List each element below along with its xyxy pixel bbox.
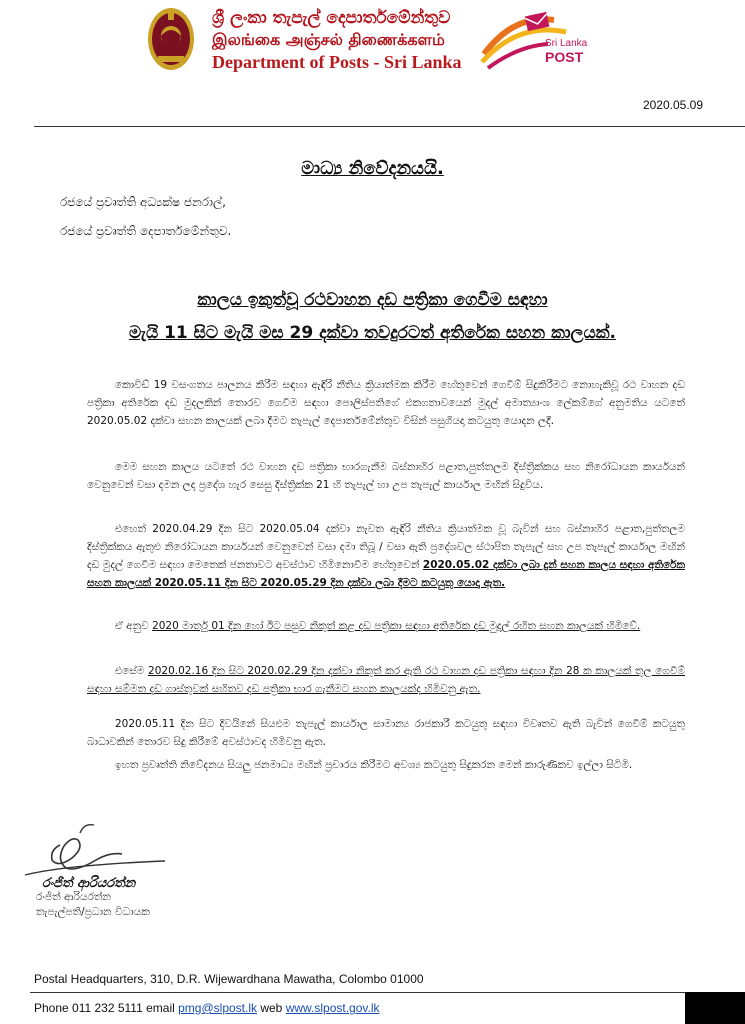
recipient-line-1: රජයේ ප්‍රවෘත්ති අධ්‍යක්ෂ ජනරාල්, <box>60 195 226 209</box>
body-paragraph-6 <box>87 715 685 751</box>
subject-heading-line-2: මැයි 11 සිට මැයි මස 29 දක්වා තවදුරටත් අතිරේක සහන කාලයක්. <box>129 323 616 343</box>
header-divider <box>34 126 745 127</box>
department-name-english: Department of Posts - Sri Lanka <box>212 52 462 72</box>
department-name-sinhala: ශ්‍රී ලංකා තැපැල් දෙපාර්තමේන්තුව <box>212 8 451 28</box>
media-release-title: මාධ්‍ය නිවේදනයයි. <box>301 158 444 179</box>
document-date: 2020.05.09 <box>642 98 703 112</box>
paragraph-text: කොවිඩ් 19 වසංගතය පාලනය කිරීම සඳහා ඇඳිරි නීතිය ක්‍රියාත්මක කිරීම හේතුවෙන් ගෙවීම් සිදුකිරීමට නොහැකිවූ රථ වාහන දඩ පත්‍රිකා අතිරේක දඩ මුදලකින් තොරව ගෙවීම සඳහා පොලිස්පතිගේ එකගතාවයෙන් මුදල් අමාත්‍යාංශ ලේකම්ගේ අනුමතිය යටතේ 2020.05.02 දක්වා සහන කාලයක් ලබා දීමට තැපැල් දෙපාර්තමේන්තුව විසින් පසුගියදා කටයුතු යොදන ලදී. <box>87 379 685 427</box>
body-paragraph-4 <box>87 617 685 635</box>
handwritten-signature <box>20 815 170 885</box>
recipient-line-2: රජයේ ප්‍රවෘත්ති දෙපාර්තමේන්තුව. <box>60 224 232 238</box>
paragraph-text: එහෙත් 2020.04.29 දින සිට 2020.05.04 දක්වා නැවත ඇඳිරි නීතිය ක්‍රියාත්මක වූ බැවින් සහ බස්නාහිර පළාත,පුත්තලම දිස්ත්‍රික්කය ඇතුළු නිරෝධායන කාර්යයන් වෙනුවෙන් වසා දමා තිබූ / වසා ඇති ප්‍රදේශවල ස්ථාපිත තැපැල් සහ උප තැපැල් කාර්යාල මඟින් දඩ මුදල් ගෙවීම සඳහා මෙතෙක් ජනතාවට අවස්ථාව හිමිනොවීම හේතුවෙන් <box>87 523 685 571</box>
footer-corner-block <box>685 992 745 1024</box>
body-paragraph-5 <box>87 662 685 698</box>
signer-title-block <box>36 890 150 920</box>
paragraph-text: 2020.05.11 දින සිට දිවයිනේ සියළුම තැපැල් කාර්යාල සාමාන්‍ය රාජකාරී කටයුතු සඳහා විවෘතව ඇති බැවින් ගෙවීම් කටයුතු බාධාවකින් තොරව සිදු කිරීමේ අවස්ථාවද හිමිවනු ඇත. <box>87 718 685 748</box>
footer-web-label: web <box>260 1001 283 1015</box>
signer-overlay-line-1: රංජිත් ආරියරත්න <box>36 891 111 903</box>
post-logo-label-small: Sri Lanka <box>545 38 588 49</box>
body-paragraph-1 <box>87 376 685 430</box>
paragraph-text: ඉහත ප්‍රවෘත්ති නිවේදනය සියලු ජනමාධ්‍ය මඟින් ප්‍රචාරය කිරීමට අවශ්‍ය කටයුතු සිදුකරන මෙන් කාරුණිකව ඉල්ලා සිටිමි. <box>115 759 633 771</box>
department-name-tamil: இலங்கை அஞ்சல் திணைக்களம் <box>212 30 445 49</box>
paragraph-underlined: 2020 මාර්තු 01 දින හෝ ඊට පසුව නිකුත් කළ දඩ පත්‍රිකා සඳහා අතිරේක දඩ මුදල් රහිත සහන කාලයක් හිමිවේ. <box>152 620 641 632</box>
body-paragraph-7 <box>87 756 685 774</box>
footer-address: Postal Headquarters, 310, D.R. Wijewardhana Mawatha, Colombo 01000 <box>34 972 424 986</box>
email-link[interactable]: pmg@slpost.lk <box>178 1001 257 1015</box>
signer-name: රංජිත් ආරියරත්න <box>42 876 136 891</box>
paragraph-text: මෙම සහන කාලය යටතේ රථ වාහන දඩ පත්‍රිකා භාරගැනීම බස්නාහිර පළාත,පුත්තලම දිස්ත්‍රික්කය සහ නිරෝධායන කාර්යයන් වෙනුවෙන් වසා දමන ලද ප්‍රදේශ හැර සෙසු දිස්ත්‍රික්ක 21 හි තැපැල් හා උප තැපැල් කාර්යාල මඟින් සිදුවිය. <box>87 461 685 491</box>
footer-contact <box>34 1001 380 1015</box>
footer-phone: Phone 011 232 5111 email <box>34 1001 175 1015</box>
body-paragraph-2 <box>87 458 685 494</box>
paragraph-emphasis: 2020.05.02 දක්වා ලබා දුන් සහන කාලය සඳහා අතිරේක සහන කාලයක් 2020.05.11 දින සිට 2020.05.29 දින දක්වා ලබා දීමට කටයුතු යොදා ඇත. <box>87 559 685 589</box>
sri-lanka-emblem-logo <box>146 6 196 72</box>
subject-heading-line-1: කාලය ඉකුත්වූ රථවාහන දඩ පත්‍රිකා ගෙවීම සඳහා <box>197 290 548 310</box>
post-logo-label-big: POST <box>545 49 584 65</box>
website-link[interactable]: www.slpost.gov.lk <box>285 1001 380 1015</box>
paragraph-underlined: 2020.02.16 දින සිට 2020.02.29 දින දක්වා නිකුත් කර ඇති රථ වාහන දඩ පත්‍රිකා සඳහා දින 28 ක කාලයක් තුල ගෙවීම් සඳහා සම්මත දඩ ගාස්තුවක් සහිතව දඩ පත්‍රිකා භාර ගැනීමට සහන කාලයක්ද හිමිවනු ඇත. <box>87 665 686 695</box>
paragraph-text: ඒ අනුව <box>115 620 149 632</box>
body-paragraph-3 <box>87 520 685 592</box>
signer-overlay-line-2: තැපැල්පති/ප්‍රධාන විධායක <box>36 906 150 918</box>
footer-divider <box>30 992 745 993</box>
paragraph-text: එසේම <box>115 665 145 677</box>
